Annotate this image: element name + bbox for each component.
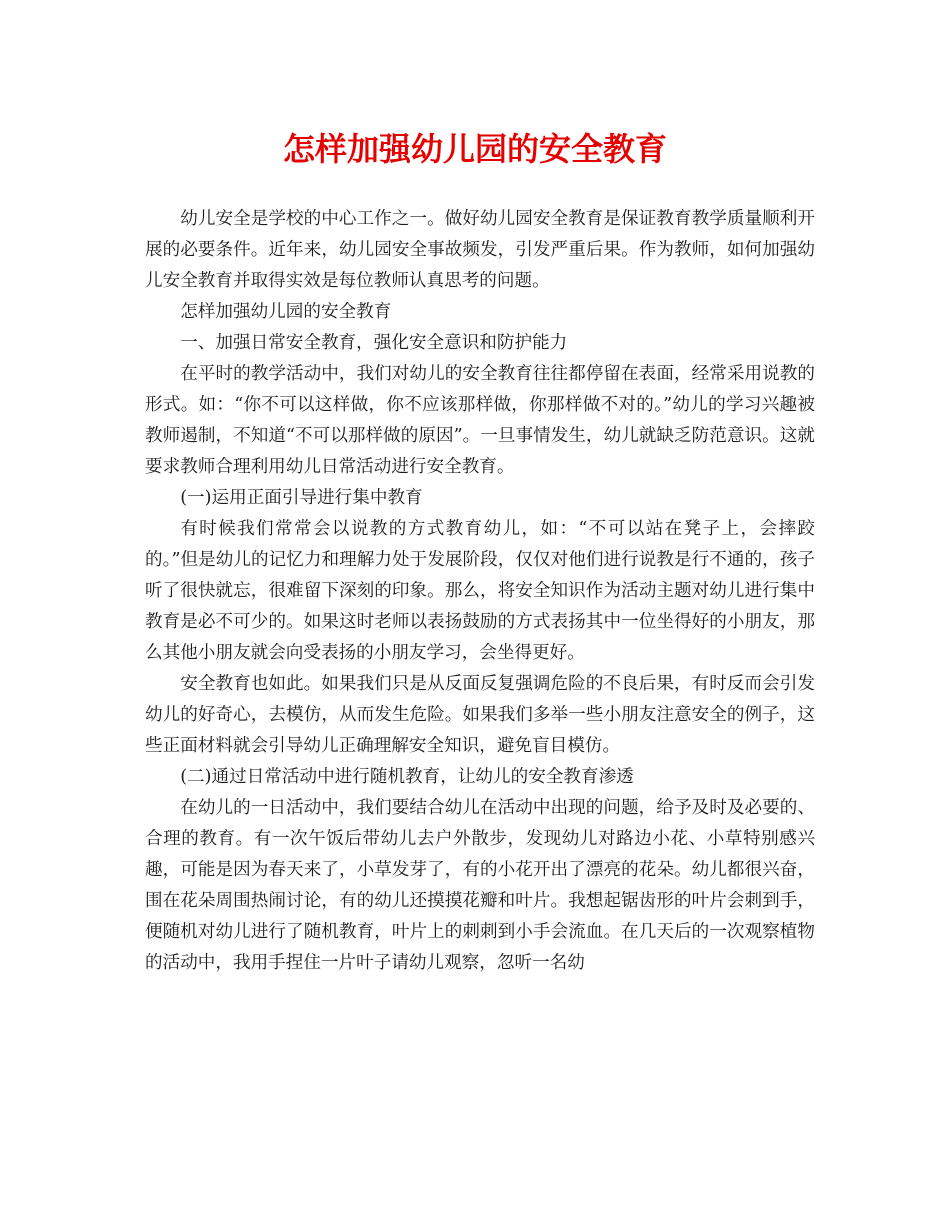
subsection-heading-1: (一)运用正面引导进行集中教育 bbox=[180, 488, 423, 508]
document-body bbox=[145, 204, 815, 979]
section-heading-1: 一、加强日常安全教育，强化安全意识和防护能力 bbox=[180, 333, 568, 353]
paragraph: 安全教育也如此。如果我们只是从反面反复强调危险的不良后果，有时反而会引发幼儿的好奇心，去模仿，从而发生危险。如果我们多举一些小朋友注意安全的例子，这些正面材料就会引导幼儿正确理解安全知识，避免盲目模仿。 bbox=[145, 674, 815, 756]
paragraph: 在幼儿的一日活动中，我们要结合幼儿在活动中出现的问题，给予及时及必要的、合理的教育。有一次午饭后带幼儿去户外散步，发现幼儿对路边小花、小草特别感兴趣，可能是因为春天来了，小草发芽了，有的小花开出了漂亮的花朵。幼儿都很兴奋，围在花朵周围热闹讨论，有的幼儿还摸摸花瓣和叶片。我想起锯齿形的叶片会刺到手，便随机对幼儿进行了随机教育，叶片上的刺刺到小手会流血。在几天后的一次观察植物的活动中，我用手捏住一片叶子请幼儿观察，忽听一名幼 bbox=[145, 798, 815, 973]
subsection-heading-2: (二)通过日常活动中进行随机教育，让幼儿的安全教育渗透 bbox=[180, 767, 634, 787]
paragraph: 在平时的教学活动中，我们对幼儿的安全教育往往都停留在表面，经常采用说教的形式。如：“你不可以这样做，你不应该那样做，你那样做不对的。”幼儿的学习兴趣被教师遏制，不知道“不可以那样做的原因”。一旦事情发生，幼儿就缺乏防范意识。这就要求教师合理利用幼儿日常活动进行安全教育。 bbox=[145, 364, 815, 477]
paragraph-subtitle: 怎样加强幼儿园的安全教育 bbox=[180, 302, 392, 322]
paragraph: 有时候我们常常会以说教的方式教育幼儿，如：“不可以站在凳子上，会摔跤的。”但是幼儿的记忆力和理解力处于发展阶段，仅仅对他们进行说教是行不通的，孩子听了很快就忘，很难留下深刻的印象。那么，将安全知识作为活动主题对幼儿进行集中教育是必不可少的。如果这时老师以表扬鼓励的方式表扬其中一位坐得好的小朋友，那么其他小朋友就会向受表扬的小朋友学习，会坐得更好。 bbox=[145, 519, 815, 663]
document-title: 怎样加强幼儿园的安全教育 bbox=[282, 130, 667, 168]
paragraph-intro: 幼儿安全是学校的中心工作之一。做好幼儿园安全教育是保证教育教学质量顺利开展的必要条件。近年来，幼儿园安全事故频发，引发严重后果。作为教师，如何加强幼儿安全教育并取得实效是每位教师认真思考的问题。 bbox=[145, 209, 815, 291]
